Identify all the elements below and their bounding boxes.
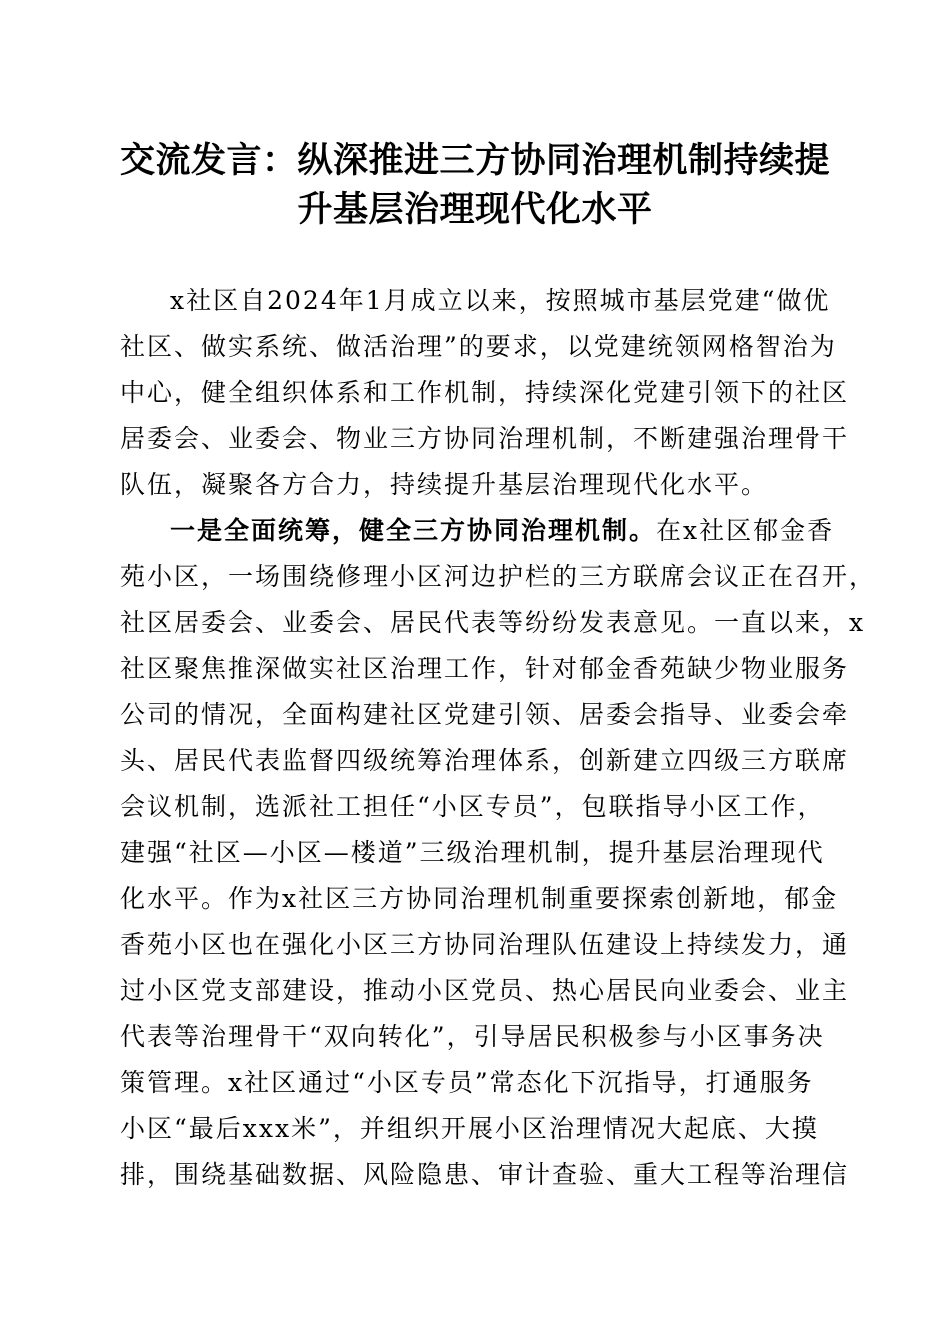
text-line: 小区“最后xxx米”，并组织开展小区治理情况大起底、大摸 bbox=[120, 1114, 819, 1143]
text-line: 队伍，凝聚各方合力，持续提升基层治理现代化水平。 bbox=[120, 470, 769, 499]
document-body bbox=[120, 278, 877, 1198]
text-line: 会议机制，选派社工担任“小区专员”，包联指导小区工作， bbox=[120, 792, 825, 821]
text-line: 建强“社区—小区—楼道”三级治理机制，提升基层治理现代 bbox=[120, 838, 825, 867]
paragraph-1 bbox=[120, 278, 850, 508]
text-line: 苑小区，一场围绕修理小区河边护栏的三方联席会议正在召开， bbox=[120, 562, 877, 591]
text-line: 化水平。作为x社区三方协同治理机制重要探索创新地，郁金 bbox=[120, 884, 839, 913]
text-line: 社区、做实系统、做活治理”的要求，以党建统领网格智治为 bbox=[120, 332, 837, 361]
paragraph-2 bbox=[120, 508, 877, 1198]
title-line-1: 交流发言：纵深推进三方协同治理机制持续提 bbox=[119, 140, 830, 181]
title-line-2: 升基层治理现代化水平 bbox=[297, 189, 653, 230]
text-line: 香苑小区也在强化小区三方协同治理队伍建设上持续发力，通 bbox=[120, 930, 850, 959]
text-line: 头、居民代表监督四级统筹治理体系，创新建立四级三方联席 bbox=[120, 746, 850, 775]
text-line: 社区居委会、业委会、居民代表等纷纷发表意见。一直以来，x bbox=[120, 608, 866, 637]
text-line: 社区聚焦推深做实社区治理工作，针对郁金香苑缺少物业服务 bbox=[120, 654, 850, 683]
text-line: 中心，健全组织体系和工作机制，持续深化党建引领下的社区 bbox=[120, 378, 850, 407]
text-line: 排，围绕基础数据、风险隐患、审计查验、重大工程等治理信 bbox=[120, 1160, 850, 1189]
text-line: 代表等治理骨干“双向转化”，引导居民积极参与小区事务决 bbox=[120, 1022, 825, 1051]
text-line: x社区自2024年1月成立以来，按照城市基层党建“做优 bbox=[170, 286, 831, 315]
text-line bbox=[120, 508, 840, 554]
paragraph-lead-rest: 在x社区郁金香 bbox=[656, 516, 835, 545]
text-line: 过小区党支部建设，推动小区党员、热心居民向业委会、业主 bbox=[120, 976, 850, 1005]
paragraph-lead-heading: 一是全面统筹，健全三方协同治理机制。 bbox=[170, 516, 657, 545]
text-line: 居委会、业委会、物业三方协同治理机制，不断建强治理骨干 bbox=[120, 424, 850, 453]
document-title bbox=[100, 136, 850, 234]
text-line: 策管理。x社区通过“小区专员”常态化下沉指导，打通服务 bbox=[120, 1068, 814, 1097]
text-line: 公司的情况，全面构建社区党建引领、居委会指导、业委会牵 bbox=[120, 700, 850, 729]
